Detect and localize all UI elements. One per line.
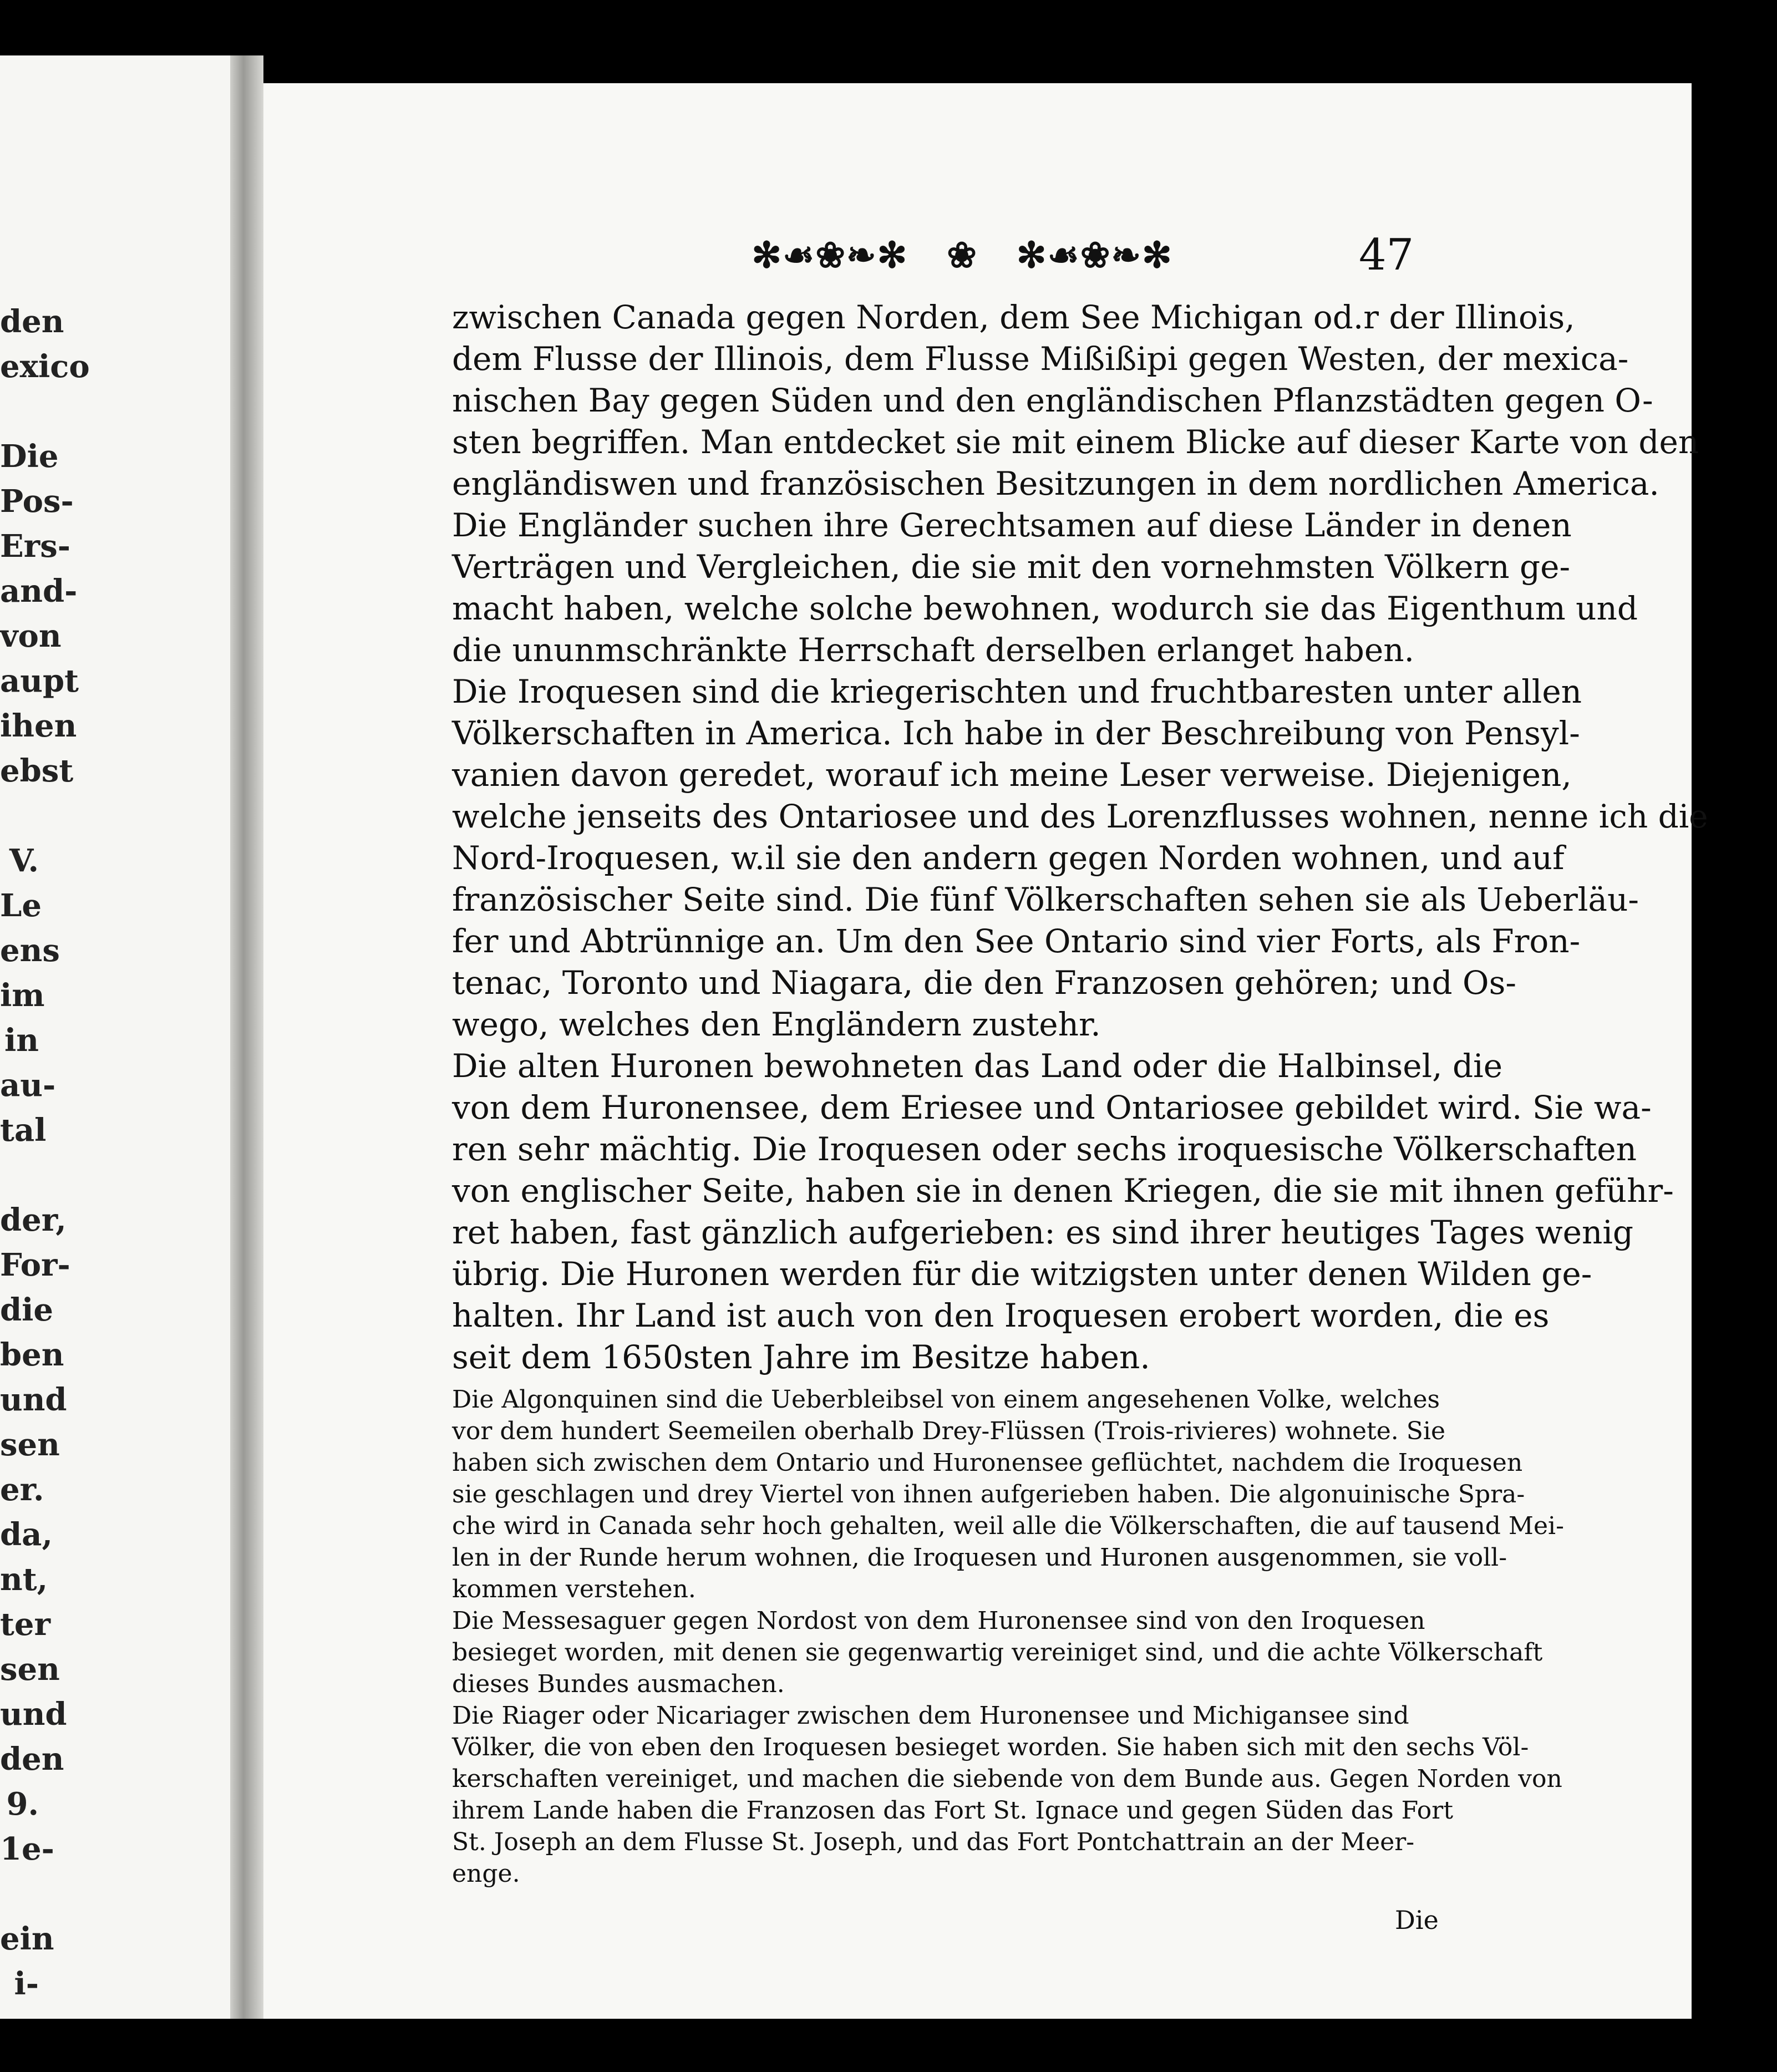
facing-line-fragment bbox=[0, 389, 39, 434]
facing-line-fragment: aupt bbox=[0, 663, 79, 699]
text-line: Die Engländer suchen ihre Gerechtsamen auf diese Länder in denen bbox=[452, 506, 1572, 544]
note-line: Die Riager oder Nicariager zwischen dem Huronensee und Michigansee sind bbox=[452, 1702, 1409, 1730]
catchword: Die bbox=[1395, 1905, 1439, 1935]
text-line: nischen Bay gegen Süden und den engländischen Pflanzstädten gegen O- bbox=[452, 382, 1653, 419]
note-line: sie geschlagen und drey Viertel von ihnen aufgerieben haben. Die algonuinische Spra- bbox=[452, 1480, 1525, 1509]
note-line: vor dem hundert Seemeilen oberhalb Drey-Flüssen (Trois-rivieres) wohnete. Sie bbox=[452, 1417, 1446, 1445]
facing-line-fragment: Ers- bbox=[0, 528, 70, 565]
text-line: engländiswen und französischen Besitzungen in dem nordlichen America. bbox=[452, 465, 1659, 502]
facing-line-fragment: er. bbox=[0, 1471, 44, 1508]
text-line: tenac, Toronto und Niagara, die den Franzosen gehören; und Os- bbox=[452, 964, 1516, 1002]
facing-line-fragment: ter bbox=[0, 1606, 50, 1643]
text-line: fer und Abtrünnige an. Um den See Ontario sind vier Forts, als Fron- bbox=[452, 922, 1581, 960]
note-line: besieget worden, mit denen sie gegenwartig vereiniget sind, und die achte Völkerschaft bbox=[452, 1638, 1543, 1667]
text-line: wego, welches den Engländern zustehr. bbox=[452, 1005, 1101, 1043]
text-line: seit dem 1650sten Jahre im Besitze haben. bbox=[452, 1338, 1150, 1376]
page-text bbox=[452, 297, 1708, 1890]
text-line: von englischer Seite, haben sie in denen Kriegen, die sie mit ihnen geführ- bbox=[452, 1172, 1674, 1210]
facing-line-fragment: die bbox=[0, 1292, 54, 1328]
facing-line-fragment: For- bbox=[0, 1247, 70, 1283]
facing-line-fragment: Pos- bbox=[0, 483, 74, 520]
facing-line-fragment: 9. bbox=[6, 1786, 39, 1822]
note-line: kommen verstehen. bbox=[452, 1575, 696, 1603]
facing-line-fragment: Le bbox=[0, 887, 42, 924]
facing-line-fragment: in bbox=[4, 1022, 39, 1059]
facing-line-fragment: den bbox=[0, 303, 64, 340]
facing-page-line-endings bbox=[0, 299, 90, 2007]
facing-line-fragment: ihen bbox=[0, 708, 77, 744]
text-line: von dem Huronensee, dem Eriesee und Ontariosee gebildet wird. Sie wa- bbox=[452, 1089, 1652, 1126]
page-number: 47 bbox=[1359, 230, 1414, 280]
note-line: kerschaften vereiniget, und machen die siebende von dem Bunde aus. Gegen Norden von bbox=[452, 1765, 1562, 1793]
text-line: französischer Seite sind. Die fünf Völkerschaften sehen sie als Ueberläu- bbox=[452, 881, 1639, 918]
facing-page-fragment bbox=[0, 55, 230, 2019]
facing-line-fragment: im bbox=[0, 977, 45, 1014]
header-ornament bbox=[707, 222, 1217, 288]
text-line: sten begriffen. Man entdecket sie mit einem Blicke auf dieser Karte von den bbox=[452, 423, 1699, 461]
facing-line-fragment: sen bbox=[0, 1426, 60, 1463]
scan-border bbox=[263, 2019, 1692, 2072]
facing-line-fragment: au- bbox=[0, 1067, 56, 1104]
facing-line-fragment: und bbox=[0, 1382, 67, 1418]
note-line: St. Joseph an dem Flusse St. Joseph, und das Fort Pontchattrain an der Meer- bbox=[452, 1828, 1415, 1856]
book-gutter bbox=[230, 55, 263, 2019]
text-line: dem Flusse der Illinois, dem Flusse Mißißipi gegen Westen, der mexica- bbox=[452, 340, 1629, 378]
facing-line-fragment: da, bbox=[0, 1516, 53, 1553]
text-line: Die Iroquesen sind die kriegerischten und fruchtbaresten unter allen bbox=[452, 673, 1582, 710]
text-line: vanien davon geredet, worauf ich meine Leser verweise. Diejenigen, bbox=[452, 756, 1572, 794]
text-line: Die alten Huronen bewohneten das Land oder die Halbinsel, die bbox=[452, 1047, 1503, 1085]
note-line: Völker, die von eben den Iroquesen besieget worden. Sie haben sich mit den sechs Völ- bbox=[452, 1733, 1529, 1761]
text-line: zwischen Canada gegen Norden, dem See Michigan od.r der Illinois, bbox=[452, 298, 1575, 336]
note-line: enge. bbox=[452, 1860, 520, 1888]
note-line: haben sich zwischen dem Ontario und Huronensee geflüchtet, nachdem die Iroquesen bbox=[452, 1449, 1523, 1477]
facing-line-fragment: den bbox=[0, 1741, 64, 1778]
running-header bbox=[263, 222, 1692, 288]
facing-line-fragment: i- bbox=[14, 1966, 39, 2002]
facing-line-fragment: ein bbox=[0, 1921, 54, 1957]
facing-line-fragment bbox=[0, 1872, 39, 1917]
facing-line-fragment: und bbox=[0, 1696, 67, 1733]
note-line: len in der Runde herum wohnen, die Iroquesen und Huronen ausgenommen, sie voll- bbox=[452, 1543, 1507, 1572]
facing-line-fragment: and- bbox=[0, 573, 78, 610]
facing-line-fragment: tal bbox=[0, 1112, 47, 1149]
facing-line-fragment: ens bbox=[0, 932, 60, 969]
facing-line-fragment: nt, bbox=[0, 1561, 48, 1598]
facing-line-fragment: der, bbox=[0, 1202, 67, 1238]
facing-line-fragment bbox=[0, 1153, 39, 1198]
text-line: ret haben, fast gänzlich aufgerieben: es sind ihrer heutiges Tages wenig bbox=[452, 1213, 1634, 1251]
facing-line-fragment: ben bbox=[0, 1337, 64, 1373]
text-line: Nord-Iroquesen, w.il sie den andern gegen Norden wohnen, und auf bbox=[452, 839, 1565, 877]
ornament-center: ❀ bbox=[947, 234, 978, 276]
facing-line-fragment: V. bbox=[9, 842, 39, 879]
facing-line-fragment: von bbox=[0, 618, 62, 654]
note-line: Die Messesaguer gegen Nordost von dem Huronensee sind von den Iroquesen bbox=[452, 1607, 1425, 1635]
facing-line-fragment: ebst bbox=[0, 753, 74, 789]
text-line: welche jenseits des Ontariosee und des Lorenzflusses wohnen, nenne ich die bbox=[452, 798, 1708, 835]
ornament-right: ✻☙❀❧✻ bbox=[1016, 234, 1173, 276]
note-line: che wird in Canada sehr hoch gehalten, weil alle die Völkerschaften, die auf tausend Mei- bbox=[452, 1512, 1564, 1540]
ornament-left: ✻☙❀❧✻ bbox=[752, 234, 908, 276]
facing-line-fragment bbox=[0, 794, 39, 839]
note-line: dieses Bundes ausmachen. bbox=[452, 1670, 785, 1698]
text-line: die ununmschränkte Herrschaft derselben erlanget haben. bbox=[452, 631, 1415, 669]
text-line: Verträgen und Vergleichen, die sie mit den vornehmsten Völkern ge- bbox=[452, 548, 1571, 586]
main-paragraphs bbox=[452, 297, 1708, 1378]
text-line: ren sehr mächtig. Die Iroquesen oder sechs iroquesische Völkerschaften bbox=[452, 1130, 1637, 1168]
footnotes bbox=[452, 1384, 1564, 1890]
text-line: Völkerschaften in America. Ich habe in der Beschreibung von Pensyl- bbox=[452, 714, 1580, 752]
facing-line-fragment: exico bbox=[0, 348, 90, 385]
book-page bbox=[263, 83, 1708, 2019]
text-line: halten. Ihr Land ist auch von den Iroquesen erobert worden, die es bbox=[452, 1297, 1550, 1334]
text-line: macht haben, welche solche bewohnen, wodurch sie das Eigenthum und bbox=[452, 590, 1638, 627]
note-line: ihrem Lande haben die Franzosen das Fort St. Ignace und gegen Süden das Fort bbox=[452, 1796, 1454, 1825]
note-line: Die Algonquinen sind die Ueberbleibsel von einem angesehenen Volke, welches bbox=[452, 1385, 1440, 1414]
facing-line-fragment: sen bbox=[0, 1651, 60, 1688]
facing-line-fragment: Die bbox=[0, 438, 59, 475]
text-line: übrig. Die Huronen werden für die witzigsten unter denen Wilden ge- bbox=[452, 1255, 1592, 1293]
facing-line-fragment: 1e- bbox=[0, 1831, 54, 1867]
